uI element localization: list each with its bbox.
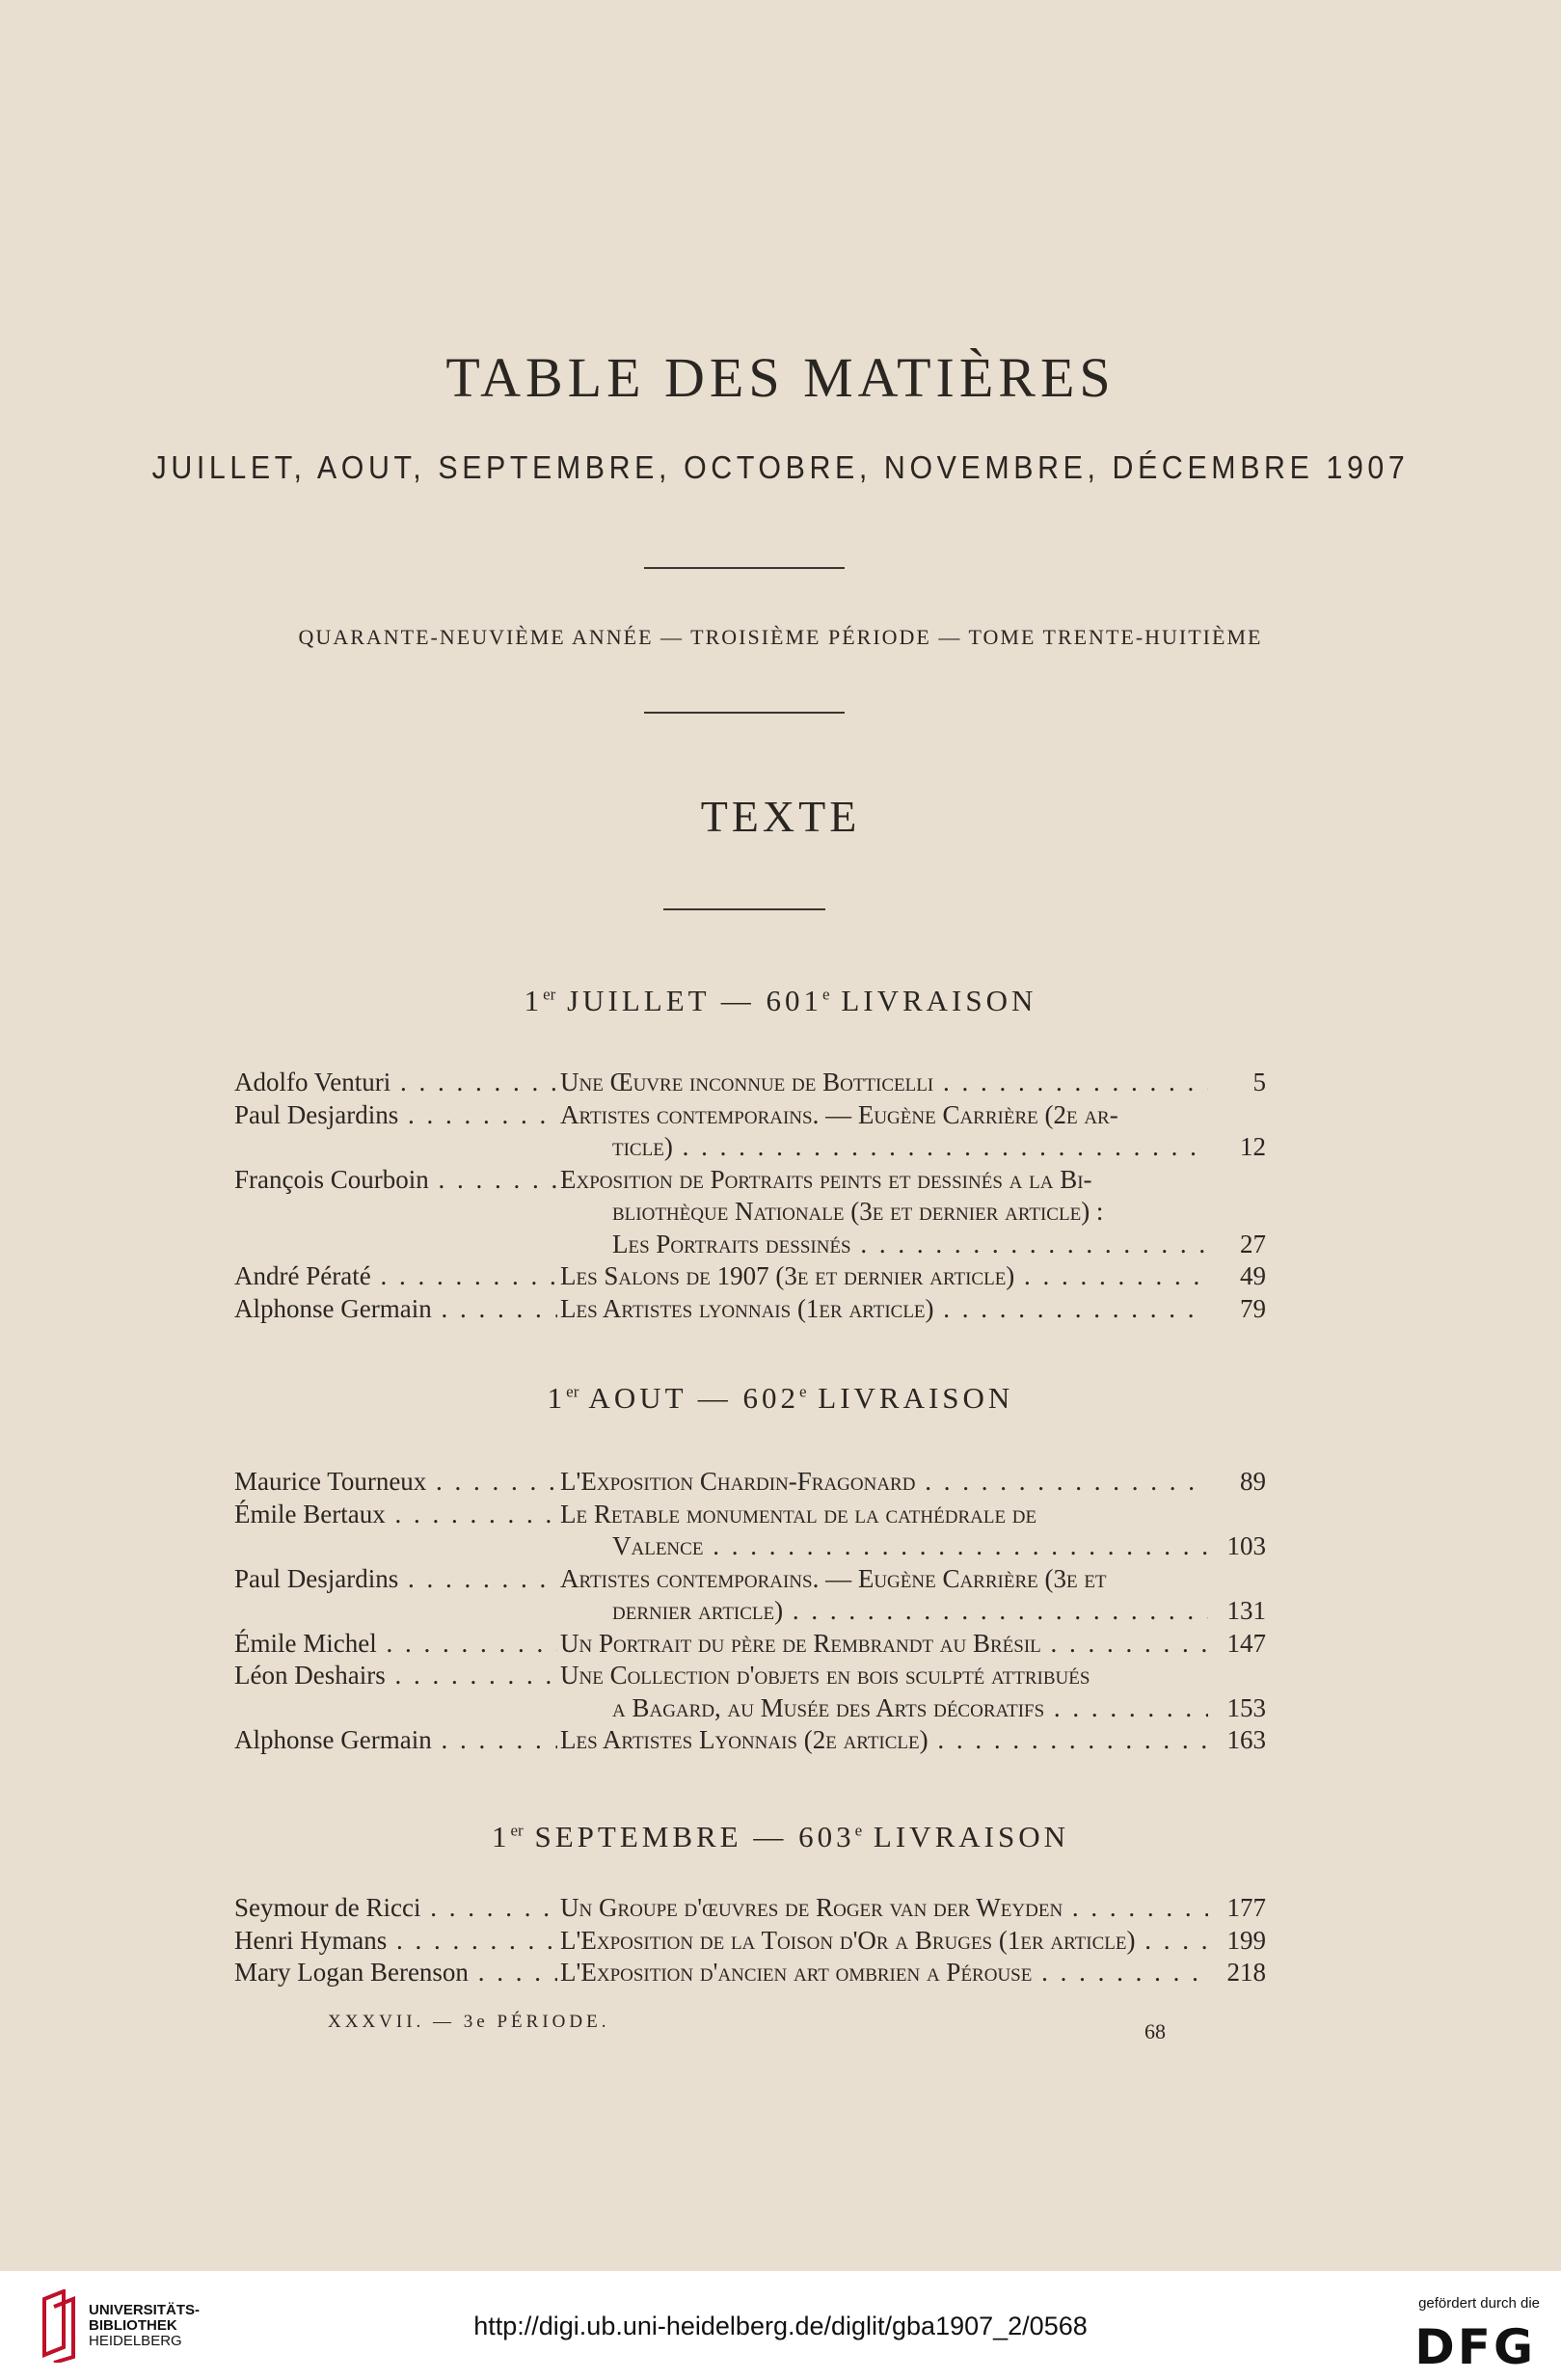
entry-title: bliothèque Nationale (3e et dernier article) : bbox=[612, 1197, 1104, 1226]
entry-page-number: 103 bbox=[1208, 1530, 1266, 1562]
entry-title: Le Retable monumental de la cathédrale de bbox=[560, 1499, 1037, 1528]
entry-title: Valence . . . bbox=[612, 1530, 1225, 1562]
toc-entry bbox=[234, 1466, 1266, 1499]
main-title: TABLE DES MATIÈRES bbox=[445, 346, 1116, 409]
toc-entry bbox=[234, 1293, 1266, 1326]
entry-author: Émile Michel . . . bbox=[234, 1628, 557, 1660]
toc-entry bbox=[234, 1563, 1266, 1628]
entry-title: Les Artistes lyonnais (1er article) . . . bbox=[560, 1293, 1225, 1325]
source-url-link[interactable]: http://digi.ub.uni-heidelberg.de/diglit/gba1907_2/0568 bbox=[473, 2312, 1088, 2340]
entry-title: Une Collection d'objets en bois sculpté attribués bbox=[560, 1661, 1090, 1690]
entry-title: Les Portraits dessinés . . . bbox=[612, 1229, 1225, 1260]
entry-author: Maurice Tourneux . . . bbox=[234, 1466, 557, 1498]
funding-note: gefördert durch die bbox=[1418, 2295, 1540, 2312]
signature-mark: 68 bbox=[1144, 2019, 1166, 2043]
entry-title: ticle) . . . bbox=[612, 1131, 1225, 1163]
entry-author: André Pératé . . . bbox=[234, 1260, 557, 1292]
entry-author: Alphonse Germain . . . bbox=[234, 1724, 557, 1756]
entry-author: François Courboin . . . bbox=[234, 1164, 557, 1196]
entry-page-number: 177 bbox=[1208, 1892, 1266, 1924]
section-heading: 1er JUILLET — 601e LIVRAISON bbox=[524, 984, 1037, 1017]
entry-page-number: 5 bbox=[1208, 1067, 1266, 1098]
divider-rule bbox=[644, 712, 845, 714]
entry-title: Un Portrait du père de Rembrandt au Brésil . . . bbox=[560, 1628, 1225, 1660]
entry-title: L'Exposition d'ancien art ombrien a Pérouse . . . bbox=[560, 1957, 1225, 1988]
toc-entry bbox=[234, 1925, 1266, 1958]
toc-entry bbox=[234, 1628, 1266, 1661]
divider-rule bbox=[663, 908, 825, 910]
entry-page-number: 79 bbox=[1208, 1293, 1266, 1325]
period-line: QUARANTE-NEUVIÈME ANNÉE — TROISIÈME PÉRIODE — TOME TRENTE-HUITIÈME bbox=[298, 625, 1263, 649]
entry-author: Henri Hymans . . . bbox=[234, 1925, 557, 1957]
entry-author: Léon Deshairs . . . bbox=[234, 1660, 557, 1691]
toc-entry bbox=[234, 1724, 1266, 1757]
entry-title: Une Œuvre inconnue de Botticelli . . . bbox=[560, 1067, 1225, 1098]
entry-title: Artistes contemporains. — Eugène Carrière (2e ar- bbox=[560, 1099, 1118, 1129]
entry-list bbox=[234, 1466, 1266, 1757]
entry-title: Artistes contemporains. — Eugène Carrière (3e et bbox=[560, 1563, 1107, 1593]
entry-author: Émile Bertaux . . . bbox=[234, 1499, 557, 1530]
entry-title: Les Salons de 1907 (3e et dernier article) . . . bbox=[560, 1260, 1225, 1292]
library-name: UNIVERSITÄTS- BIBLIOTHEK HEIDELBERG bbox=[89, 2302, 201, 2349]
entry-page-number: 163 bbox=[1208, 1724, 1266, 1756]
entry-author: Mary Logan Berenson . . . bbox=[234, 1957, 557, 1988]
toc-entry bbox=[234, 1099, 1266, 1164]
entry-page-number: 153 bbox=[1208, 1692, 1266, 1724]
entry-page-number: 199 bbox=[1208, 1925, 1266, 1957]
section-heading: 1er AOUT — 602e LIVRAISON bbox=[547, 1381, 1014, 1415]
toc-entry bbox=[234, 1892, 1266, 1925]
entry-title: dernier article) . . . bbox=[612, 1595, 1225, 1627]
entry-title: a Bagard, au Musée des Arts décoratifs . . . bbox=[612, 1692, 1225, 1724]
toc-entry bbox=[234, 1660, 1266, 1724]
entry-page-number: 89 bbox=[1208, 1466, 1266, 1498]
months-subtitle: JUILLET, AOUT, SEPTEMBRE, OCTOBRE, NOVEMBRE, DÉCEMBRE 1907 bbox=[151, 449, 1410, 485]
toc-entry bbox=[234, 1957, 1266, 1989]
entry-title: Un Groupe d'œuvres de Roger van der Weyden . . . bbox=[560, 1892, 1225, 1924]
entry-list bbox=[234, 1892, 1266, 1989]
dfg-logo: DFG bbox=[1414, 2319, 1536, 2375]
divider-rule bbox=[644, 567, 845, 569]
entry-author: Seymour de Ricci . . . bbox=[234, 1892, 557, 1924]
toc-entry bbox=[234, 1260, 1266, 1293]
entry-page-number: 12 bbox=[1208, 1131, 1266, 1163]
entry-page-number: 218 bbox=[1208, 1957, 1266, 1988]
library-footer-bar bbox=[0, 2271, 1561, 2380]
entry-page-number: 49 bbox=[1208, 1260, 1266, 1292]
toc-entry bbox=[234, 1164, 1266, 1261]
entry-title: L'Exposition de la Toison d'Or a Bruges (1er article) . . . bbox=[560, 1925, 1225, 1957]
entry-author: Paul Desjardins . . . bbox=[234, 1099, 557, 1131]
entry-author: Paul Desjardins . . . bbox=[234, 1563, 557, 1595]
entry-author: Adolfo Venturi . . . bbox=[234, 1067, 557, 1098]
entry-title: Exposition de Portraits peints et dessinés a la Bi- bbox=[560, 1164, 1092, 1194]
entry-page-number: 131 bbox=[1208, 1595, 1266, 1627]
footer-period: XXXVII. — 3e PÉRIODE. bbox=[328, 2012, 610, 2032]
toc-entry bbox=[234, 1067, 1266, 1099]
toc-entry bbox=[234, 1499, 1266, 1563]
entry-page-number: 147 bbox=[1208, 1628, 1266, 1660]
entry-list bbox=[234, 1067, 1266, 1325]
entry-title: Les Artistes Lyonnais (2e article) . . . bbox=[560, 1724, 1225, 1756]
entry-title: L'Exposition Chardin-Fragonard . . . bbox=[560, 1466, 1225, 1498]
entry-author: Alphonse Germain . . . bbox=[234, 1293, 557, 1325]
entry-page-number: 27 bbox=[1208, 1229, 1266, 1260]
section-title-texte: TEXTE bbox=[700, 792, 861, 841]
section-heading: 1er SEPTEMBRE — 603e LIVRAISON bbox=[492, 1820, 1069, 1853]
